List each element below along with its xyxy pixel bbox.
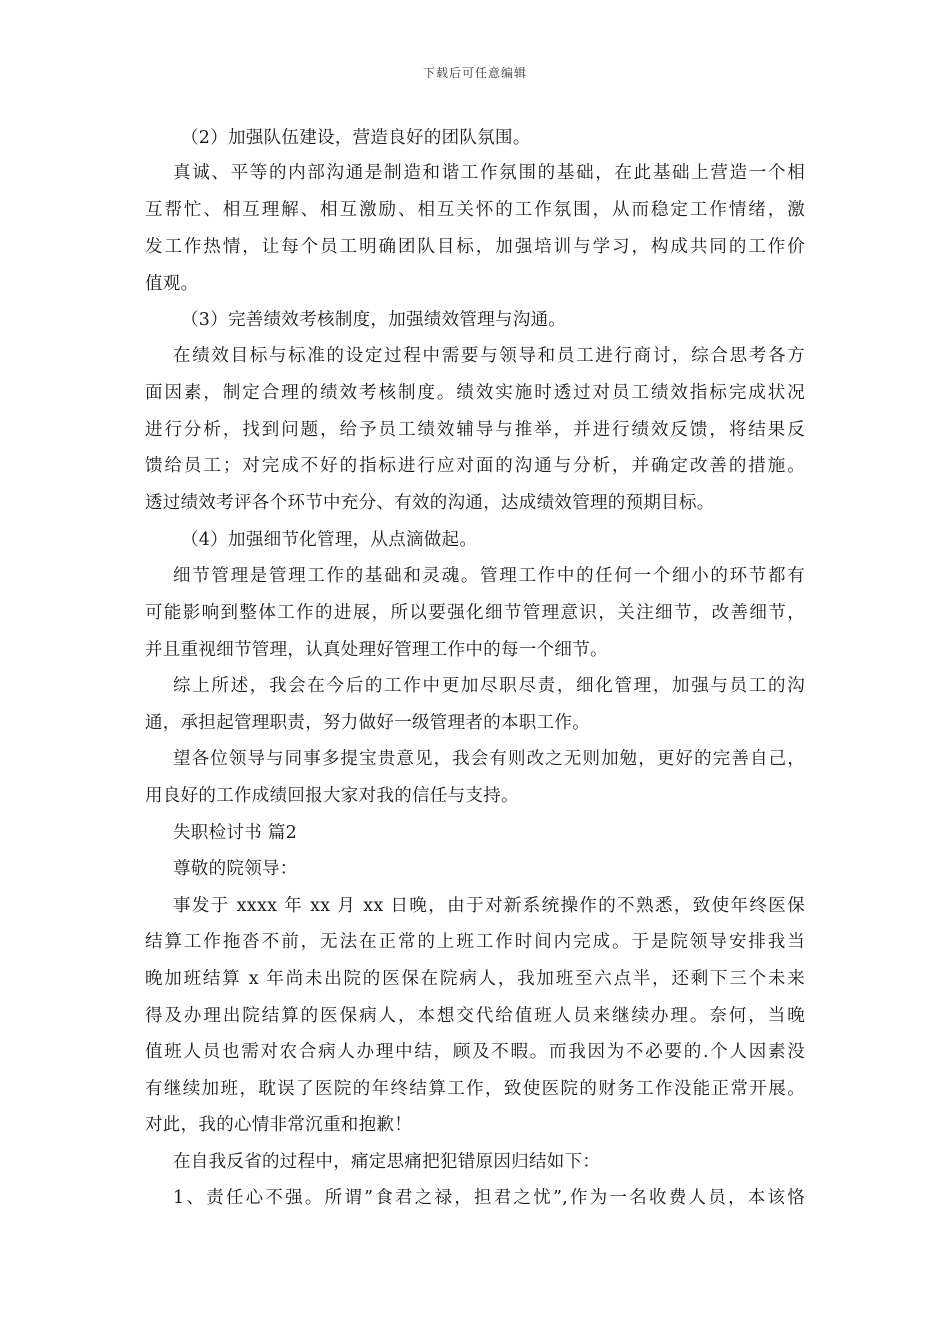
paragraph-line: 通，承担起管理职责，努力做好一级管理者的本职工作。 bbox=[145, 713, 590, 733]
paragraph-line: 面因素，制定合理的绩效考核制度。绩效实施时透过对员工绩效指标完成状况 bbox=[145, 383, 805, 403]
paragraph-line: 综上所述，我会在今后的工作中更加尽职尽责，细化管理，加强与员工的沟 bbox=[173, 676, 805, 696]
paragraph-line: 值观。 bbox=[145, 274, 199, 294]
paragraph-line: 结算工作拖沓不前，无法在正常的上班工作时间内完成。于是院领导安排我当 bbox=[145, 932, 805, 952]
salutation: 尊敬的院领导： bbox=[173, 859, 298, 879]
paragraph-line: 在自我反省的过程中，痛定思痛把犯错原因归结如下： bbox=[173, 1152, 601, 1172]
paragraph-line: 得及办理出院结算的医保病人，本想交代给值班人员来继续办理。奈何，当晚 bbox=[145, 1006, 805, 1026]
paragraph-line: 有继续加班，耽误了医院的年终结算工作，致使医院的财务工作没能正常开展。 bbox=[145, 1079, 805, 1099]
paragraph-line: 进行分析，找到问题，给予员工绩效辅导与推举，并进行绩效反馈，将结果反 bbox=[145, 420, 805, 440]
section-heading: （2）加强队伍建设，营造良好的团队氛围。 bbox=[181, 128, 531, 148]
paragraph-line: 发工作热情，让每个员工明确团队目标，加强培训与学习，构成共同的工作价 bbox=[145, 237, 805, 257]
paragraph-line: 晚加班结算 x 年尚未出院的医保在院病人，我加班至六点半，还剩下三个未来 bbox=[145, 969, 805, 989]
paragraph-line: 值班人员也需对农合病人办理中结，顾及不暇。而我因为不必要的.个人因素没 bbox=[145, 1042, 805, 1062]
paragraph-line: 事发于 xxxx 年 xx 月 xx 日晚，由于对新系统操作的不熟悉，致使年终医保 bbox=[173, 896, 805, 916]
section-heading: （3）完善绩效考核制度，加强绩效管理与沟通。 bbox=[181, 310, 567, 330]
paragraph-line: 透过绩效考评各个环节中充分、有效的沟通，达成绩效管理的预期目标。 bbox=[145, 493, 715, 513]
article-title: 失职检讨书 篇2 bbox=[173, 823, 298, 843]
paragraph-line: 并且重视细节管理，认真处理好管理工作中的每一个细节。 bbox=[145, 640, 608, 660]
paragraph-line: 1、责任心不强。所谓”食君之禄，担君之忧”,作为一名收费人员，本该恪 bbox=[173, 1188, 805, 1208]
page-header: 下载后可任意编辑 bbox=[422, 66, 527, 80]
paragraph-line: 馈给员工；对完成不好的指标进行应对面的沟通与分析，并确定改善的措施。 bbox=[145, 456, 805, 476]
paragraph-line: 互帮忙、相互理解、相互激励、相互关怀的工作氛围，从而稳定工作情绪，激 bbox=[145, 200, 805, 220]
paragraph-line: 真诚、平等的内部沟通是制造和谐工作氛围的基础，在此基础上营造一个相 bbox=[173, 163, 805, 183]
section-heading: （4）加强细节化管理，从点滴做起。 bbox=[181, 530, 478, 550]
paragraph-line: 细节管理是管理工作的基础和灵魂。管理工作中的任何一个细小的环节都有 bbox=[173, 566, 805, 586]
paragraph-line: 对此，我的心情非常沉重和抱歉！ bbox=[145, 1115, 412, 1135]
paragraph-line: 望各位领导与同事多提宝贵意见，我会有则改之无则加勉，更好的完善自己， bbox=[173, 749, 805, 769]
paragraph-line: 可能影响到整体工作的进展，所以要强化细节管理意识，关注细节，改善细节， bbox=[145, 603, 805, 623]
paragraph-line: 用良好的工作成绩回报大家对我的信任与支持。 bbox=[145, 786, 519, 806]
paragraph-line: 在绩效目标与标准的设定过程中需要与领导和员工进行商讨，综合思考各方 bbox=[173, 346, 805, 366]
